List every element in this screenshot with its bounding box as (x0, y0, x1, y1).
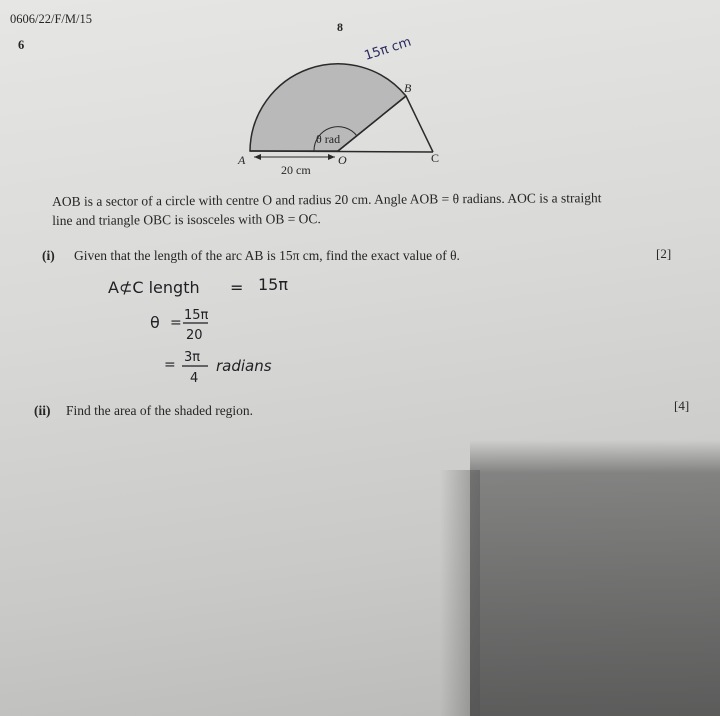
part-ii-marks: [4] (674, 398, 690, 413)
arrowhead-left (254, 154, 261, 160)
part-ii-text: Find the area of the shaded region. (66, 403, 254, 418)
paper-code: 0606/22/F/M/15 (10, 12, 92, 26)
stem-line-2: line and triangle OBC is isosceles with OB = OC. (52, 211, 321, 228)
label-O: O (338, 153, 347, 167)
line-AOC (250, 151, 433, 152)
arc-annotation: 15π cm (362, 34, 414, 64)
part-i-label: (i) (42, 248, 55, 263)
page-number: 8 (337, 20, 343, 34)
hand-shadow (470, 440, 720, 716)
hw-line2-num: 15π (184, 308, 209, 323)
hw-line3-eq: = (164, 357, 176, 373)
hw-line3-unit: radians (216, 357, 272, 375)
question-stem (52, 188, 682, 230)
angle-label: θ rad (316, 132, 341, 146)
hand-shadow-edge (440, 470, 480, 716)
sector-diagram (0, 0, 720, 200)
label-B: B (404, 81, 412, 95)
part-i-marks: [2] (656, 246, 672, 261)
hw-line3-den: 4 (190, 371, 199, 386)
handwritten-working (0, 260, 720, 390)
label-A: A (238, 153, 246, 167)
radius-label: 20 cm (281, 163, 311, 177)
hw-line2-lhs: θ (150, 313, 160, 332)
hw-line2-den: 20 (186, 328, 203, 343)
hw-line1-right: 15π (258, 275, 288, 294)
hw-line3-num: 3π (184, 350, 201, 365)
part-ii-label: (ii) (34, 403, 51, 418)
hw-line1-eq: = (230, 278, 244, 297)
line-BC (406, 96, 433, 152)
label-C: C (431, 151, 440, 165)
hw-line1-left: A⊄C length (108, 278, 200, 297)
hw-line2-eq: = (170, 315, 182, 331)
question-number: 6 (18, 38, 25, 52)
part-i-text: Given that the length of the arc AB is 15π cm, find the exact value of θ. (74, 248, 460, 263)
stem-line-1: AOB is a sector of a circle with centre O and radius 20 cm. Angle AOB = θ radians. AOC is a straight (52, 190, 602, 209)
arrowhead-right (328, 154, 335, 160)
